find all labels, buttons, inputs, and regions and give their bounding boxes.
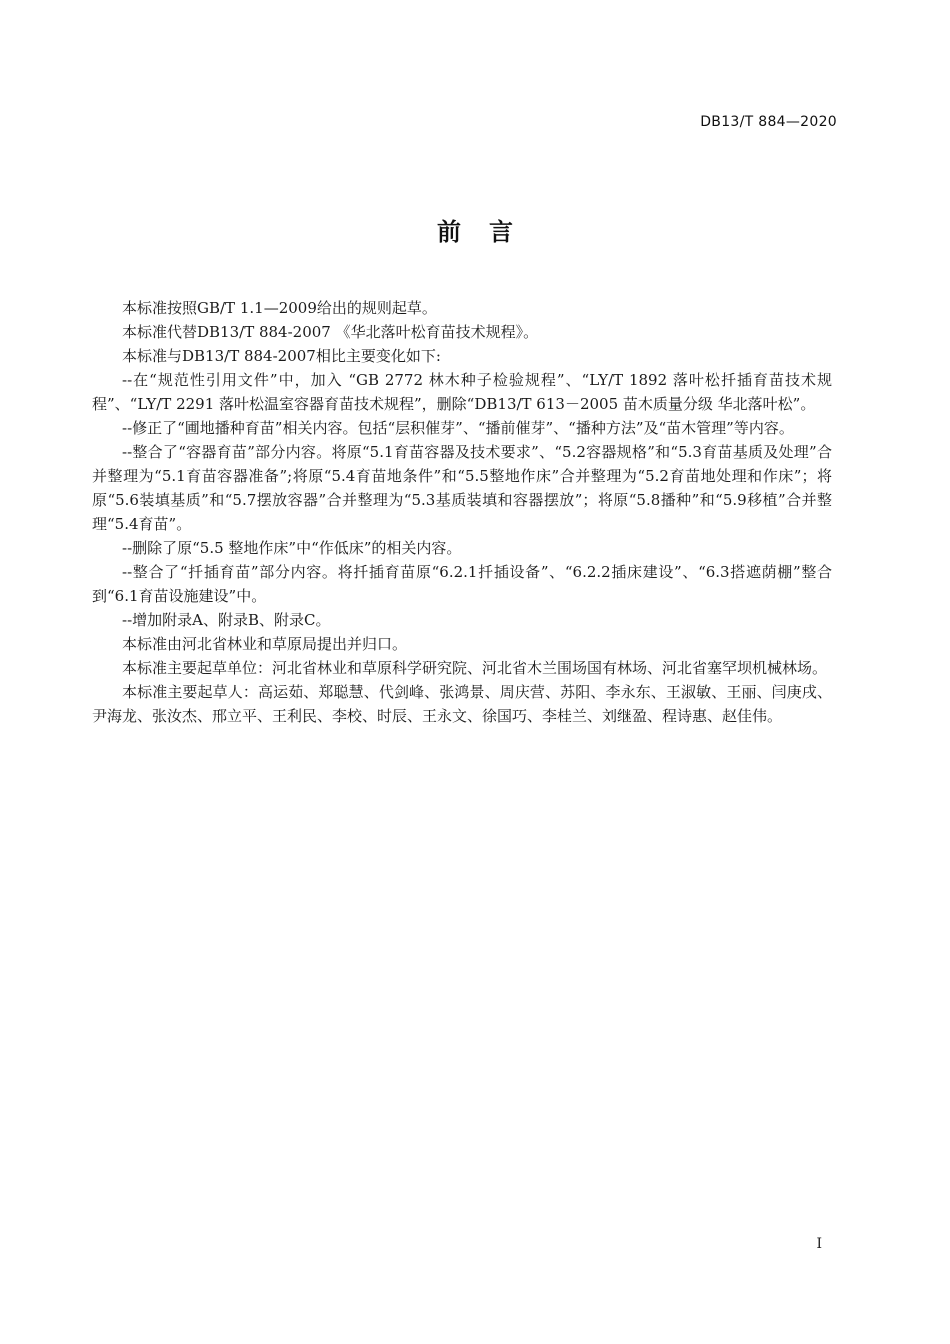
- paragraph-drafting-rules: 本标准按照GB/T 1.1—2009给出的规则起草。: [122, 299, 437, 317]
- standard-code-header: DB13/T 884—2020: [700, 114, 837, 130]
- paragraph-main-changes: 本标准与DB13/T 884-2007相比主要变化如下:: [122, 347, 441, 365]
- paragraph-change-references: --在“规范性引用文件”中，加入 “GB 2772 林木种子检验规程”、“LY/T 1892 落叶松扦插育苗技术规程”、“LY/T 2291 落叶松温室容器育苗技术规程”，删除“DB13/T 613－2005 苗木质量分级 华北落叶松”。: [92, 371, 832, 413]
- paragraph-change-cutting: --整合了“扦插育苗”部分内容。将扦插育苗原“6.2.1扦插设备”、“6.2.2插床建设”、“6.3搭遮荫棚”整合到“6.1育苗设施建设”中。: [92, 563, 832, 605]
- paragraph-change-delete-bed: --删除了原“5.5 整地作床”中“作低床”的相关内容。: [122, 539, 462, 557]
- paragraph-proposed-by: 本标准由河北省林业和草原局提出并归口。: [122, 635, 408, 653]
- page-title: 前言: [437, 218, 541, 246]
- paragraph-replaces: 本标准代替DB13/T 884-2007 《华北落叶松育苗技术规程》。: [122, 323, 539, 341]
- paragraph-change-sowing: --修正了“圃地播种育苗”相关内容。包括“层积催芽”、“播前催芽”、“播种方法”及“苗木管理”等内容。: [122, 419, 794, 437]
- paragraph-change-container: --整合了“容器育苗”部分内容。将原“5.1育苗容器及技术要求”、“5.2容器规格”和“5.3育苗基质及处理”合并整理为“5.1育苗容器准备”;将原“5.4育苗地条件”和“5.5整地作床”合并整理为“5.2育苗地处理和作床”；将原“5.6装填基质”和“5.7摆放容器”合并整理为“5.3基质装填和容器摆放”；将原“5.8播种”和“5.9移植”合并整理“5.4育苗”。: [92, 443, 832, 533]
- page-number: I: [816, 1236, 822, 1252]
- paragraph-change-appendix: --增加附录A、附录B、附录C。: [122, 611, 331, 629]
- paragraph-drafting-units: 本标准主要起草单位：河北省林业和草原科学研究院、河北省木兰围场国有林场、河北省塞罕坝机械林场。: [122, 659, 828, 677]
- foreword-body: [92, 296, 832, 728]
- paragraph-drafters: 本标准主要起草人：高运茹、郑聪慧、代剑峰、张鸿景、周庆营、苏阳、李永东、王淑敏、王丽、闫庚戌、尹海龙、张汝杰、邢立平、王利民、李校、时辰、王永文、徐国巧、李桂兰、刘继盈、程诗惠、赵佳伟。: [92, 683, 832, 725]
